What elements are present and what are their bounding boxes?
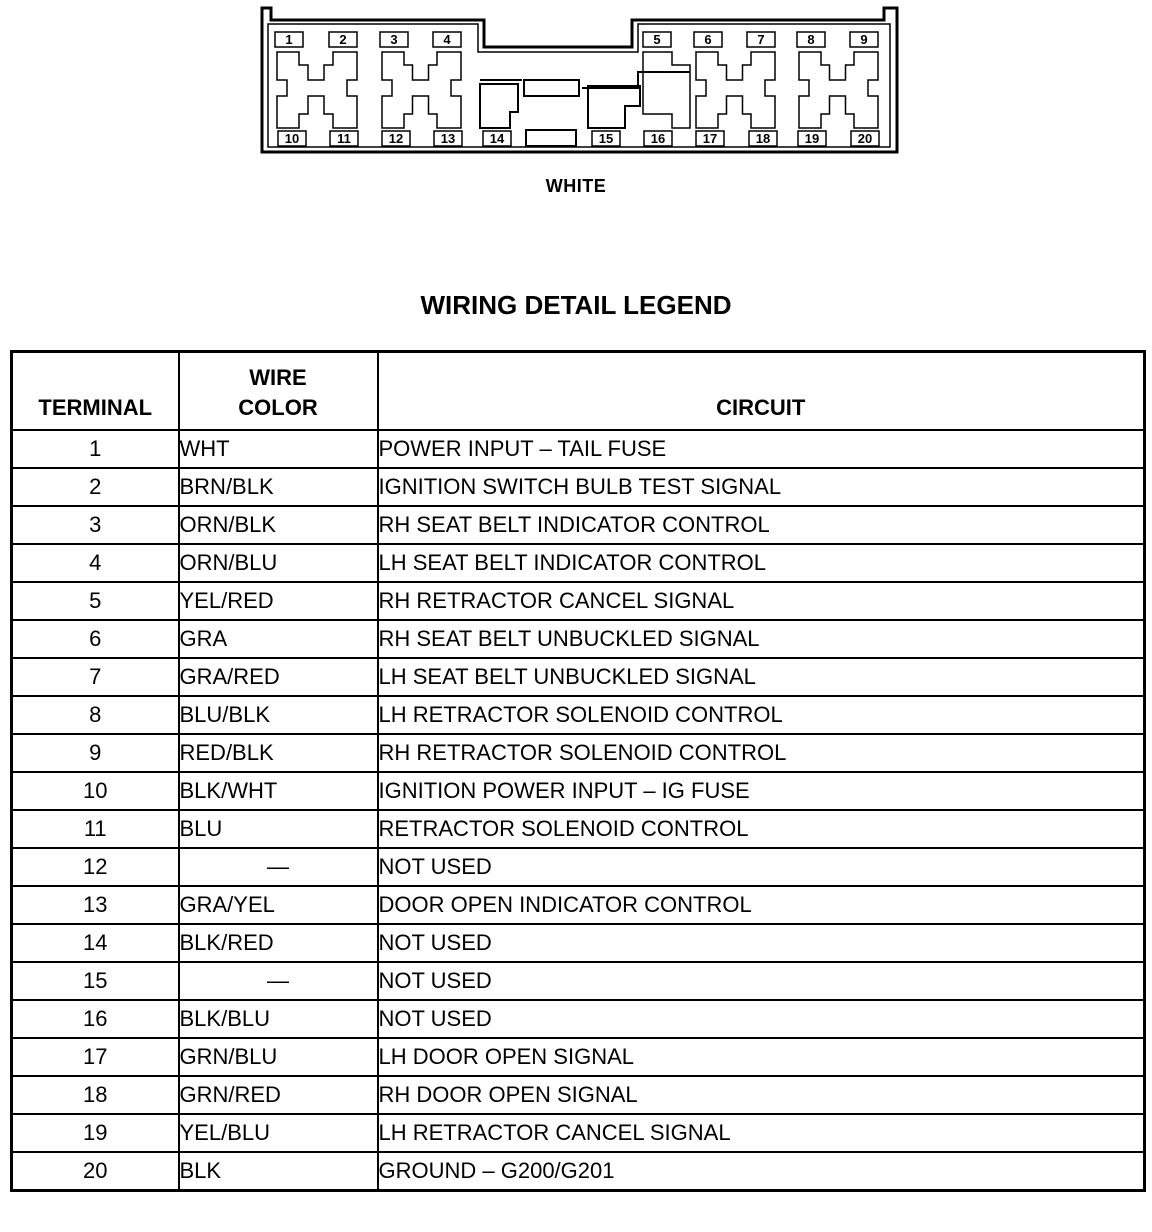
circuit-cell: RH RETRACTOR CANCEL SIGNAL: [378, 582, 1145, 620]
wire-color-cell: —: [179, 848, 378, 886]
connector-cavities: [277, 52, 878, 128]
wire-color-cell: ORN/BLK: [179, 506, 378, 544]
terminal-cell: 13: [12, 886, 179, 924]
pin-number: 5: [653, 32, 661, 47]
wire-color-cell: YEL/BLU: [179, 1114, 378, 1152]
wire-color-cell: WHT: [179, 430, 378, 468]
pin-number: 18: [755, 131, 771, 146]
circuit-cell: LH SEAT BELT INDICATOR CONTROL: [378, 544, 1145, 582]
connector-diagram: [0, 0, 1152, 170]
circuit-cell: LH RETRACTOR SOLENOID CONTROL: [378, 696, 1145, 734]
wire-color-cell: BLU: [179, 810, 378, 848]
wire-color-cell: ORN/BLU: [179, 544, 378, 582]
legend-body: [12, 430, 1145, 1191]
table-row: [12, 962, 1145, 1000]
circuit-cell: RH RETRACTOR SOLENOID CONTROL: [378, 734, 1145, 772]
pin-number: 12: [388, 131, 404, 146]
pin-number: 17: [702, 131, 718, 146]
legend-title: WIRING DETAIL LEGEND: [420, 290, 732, 320]
terminal-cell: 14: [12, 924, 179, 962]
pin-number: 8: [807, 32, 815, 47]
table-row: [12, 1000, 1145, 1038]
wire-color-cell: RED/BLK: [179, 734, 378, 772]
terminal-cell: 3: [12, 506, 179, 544]
connector-center-left-cavity: [480, 84, 518, 128]
wire-color-cell: BLK/WHT: [179, 772, 378, 810]
wire-color-cell: GRA: [179, 620, 378, 658]
table-row: [12, 468, 1145, 506]
pin-number: 3: [390, 32, 398, 47]
wiring-legend-table: [10, 350, 1146, 1192]
pin-number: 15: [598, 131, 614, 146]
legend-header-row: [12, 352, 1145, 431]
pin-number: 10: [284, 131, 300, 146]
connector-center-right-cavity: [588, 86, 640, 128]
wire-color-cell: —: [179, 962, 378, 1000]
table-row: [12, 1114, 1145, 1152]
table-row: [12, 506, 1145, 544]
connector-bottom-pins: [278, 131, 879, 146]
table-row: [12, 924, 1145, 962]
pin-number: 20: [857, 131, 873, 146]
wire-color-cell: BRN/BLK: [179, 468, 378, 506]
terminal-cell: 4: [12, 544, 179, 582]
terminal-cell: 10: [12, 772, 179, 810]
circuit-cell: IGNITION SWITCH BULB TEST SIGNAL: [378, 468, 1145, 506]
header-wire-color: [179, 352, 378, 431]
wire-color-cell: BLK/RED: [179, 924, 378, 962]
table-row: [12, 696, 1145, 734]
connector-key-slot: [524, 80, 579, 96]
pin-number: 4: [443, 32, 451, 47]
pin-number: 7: [757, 32, 765, 47]
terminal-cell: 17: [12, 1038, 179, 1076]
pin-number: 1: [285, 32, 293, 47]
table-row: [12, 886, 1145, 924]
pin-number: 16: [650, 131, 666, 146]
circuit-cell: LH DOOR OPEN SIGNAL: [378, 1038, 1145, 1076]
table-row: [12, 1076, 1145, 1114]
circuit-cell: IGNITION POWER INPUT – IG FUSE: [378, 772, 1145, 810]
header-wire-color-line1: WIRE: [249, 365, 307, 390]
circuit-cell: NOT USED: [378, 962, 1145, 1000]
pin-number: 11: [337, 131, 351, 146]
terminal-cell: 7: [12, 658, 179, 696]
circuit-cell: RH SEAT BELT UNBUCKLED SIGNAL: [378, 620, 1145, 658]
table-row: [12, 1038, 1145, 1076]
circuit-cell: NOT USED: [378, 924, 1145, 962]
circuit-cell: LH RETRACTOR CANCEL SIGNAL: [378, 1114, 1145, 1152]
connector-lower-slot: [526, 130, 576, 146]
table-row: [12, 810, 1145, 848]
circuit-cell: NOT USED: [378, 848, 1145, 886]
pin-number: 19: [804, 131, 820, 146]
connector-top-pins: [275, 32, 878, 47]
circuit-cell: POWER INPUT – TAIL FUSE: [378, 430, 1145, 468]
terminal-cell: 2: [12, 468, 179, 506]
pin-number: 9: [860, 32, 868, 47]
terminal-cell: 15: [12, 962, 179, 1000]
header-terminal: TERMINAL: [12, 352, 179, 431]
table-row: [12, 772, 1145, 810]
circuit-cell: LH SEAT BELT UNBUCKLED SIGNAL: [378, 658, 1145, 696]
terminal-cell: 16: [12, 1000, 179, 1038]
header-wire-color-line2: COLOR: [238, 395, 318, 420]
wire-color-cell: BLK: [179, 1152, 378, 1191]
wire-color-cell: GRA/RED: [179, 658, 378, 696]
terminal-cell: 11: [12, 810, 179, 848]
wire-color-cell: BLK/BLU: [179, 1000, 378, 1038]
terminal-cavity: [643, 52, 690, 128]
terminal-cell: 12: [12, 848, 179, 886]
terminal-cell: 8: [12, 696, 179, 734]
table-row: [12, 620, 1145, 658]
circuit-cell: GROUND – G200/G201: [378, 1152, 1145, 1191]
terminal-cavity: [277, 52, 357, 128]
table-row: [12, 544, 1145, 582]
pin-number: 13: [440, 131, 456, 146]
circuit-cell: RETRACTOR SOLENOID CONTROL: [378, 810, 1145, 848]
terminal-cavity: [696, 52, 775, 128]
table-row: [12, 582, 1145, 620]
table-row: [12, 1152, 1145, 1191]
wire-color-cell: GRN/BLU: [179, 1038, 378, 1076]
table-row: [12, 658, 1145, 696]
pin-number: 6: [704, 32, 712, 47]
circuit-cell: RH DOOR OPEN SIGNAL: [378, 1076, 1145, 1114]
terminal-cell: 19: [12, 1114, 179, 1152]
wire-color-cell: BLU/BLK: [179, 696, 378, 734]
table-row: [12, 430, 1145, 468]
connector-center-rail: [480, 72, 690, 88]
terminal-cell: 1: [12, 430, 179, 468]
circuit-cell: DOOR OPEN INDICATOR CONTROL: [378, 886, 1145, 924]
terminal-cavity: [382, 52, 461, 128]
terminal-cell: 18: [12, 1076, 179, 1114]
wire-color-cell: GRN/RED: [179, 1076, 378, 1114]
terminal-cell: 9: [12, 734, 179, 772]
pin-number: 14: [489, 131, 505, 146]
terminal-cell: 6: [12, 620, 179, 658]
circuit-cell: NOT USED: [378, 1000, 1145, 1038]
terminal-cavity: [799, 52, 878, 128]
connector-color-label: WHITE: [545, 176, 607, 196]
pin-number: 2: [339, 32, 347, 47]
wire-color-cell: GRA/YEL: [179, 886, 378, 924]
table-row: [12, 734, 1145, 772]
terminal-cell: 20: [12, 1152, 179, 1191]
terminal-cell: 5: [12, 582, 179, 620]
table-row: [12, 848, 1145, 886]
wire-color-cell: YEL/RED: [179, 582, 378, 620]
circuit-cell: RH SEAT BELT INDICATOR CONTROL: [378, 506, 1145, 544]
header-circuit: CIRCUIT: [378, 352, 1145, 431]
